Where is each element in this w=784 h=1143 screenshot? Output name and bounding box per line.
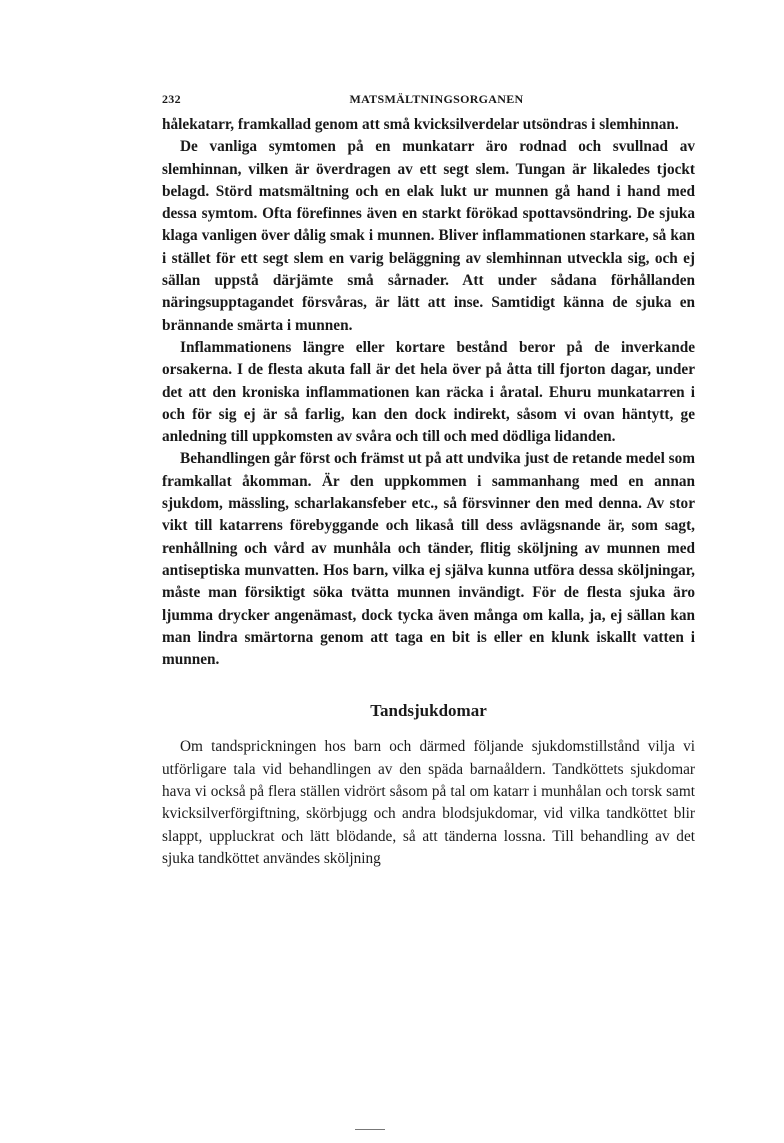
page-number: 232 — [162, 92, 181, 106]
running-head — [162, 92, 695, 114]
paragraph-symptoms: De vanliga symtomen på en munkatarr äro rodnad och svullnad av slemhinnan, vilken är överdragen av ett segt slem. Tungan är likaledes tjockt belagd. Störd matsmältning och en elak lukt ur munnen gå hand i hand med dessa symtom. Ofta förefinnes även en starkt förökad spottavsöndring. De sjuka klaga vanligen över dålig smak i munnen. Bliver inflammationen starkare, så kan i stället för ett segt slem en varig beläggning av slemhinnan utveckla sig, och ej sällan uppstå därjämte små sårnader. Att under sådana förhållanden näringsupptagandet försvåras, är lätt att inse. Samtidigt känna de sjuka en brännande smärta i munnen. — [162, 138, 695, 334]
section-title: Tandsjukdomar — [370, 701, 487, 721]
book-page — [162, 92, 695, 870]
body-text — [162, 114, 695, 671]
paragraph-treatment: Behandlingen går först och främst ut på att undvika just de retande medel som framkallat åkomman. Är den uppkommen i sammanhang med en annan sjukdom, mässling, scharlakansfeber etc., så försvinner den med denna. Av stor vikt till katarrens förebyggande och likaså till dess avlägsnande är, som sagt, renhållning och vård av munhåla och tänder, flitig sköljning av munnen med antiseptiska munvatten. Hos barn, vilka ej själva kunna utföra dessa sköljningar, måste man försiktigt söka tvätta munnen invändigt. För de flesta sjuka äro ljumma drycker angenämast, dock tycka även många om kalla, ja, ej sällan kan man lindra smärtorna genom att taga en bit is eller en klunk iskallt vatten i munnen. — [162, 450, 695, 669]
paragraph-tooth-diseases: Om tandsprickningen hos barn och därmed följande sjukdomstillstånd vilja vi utförligare tala vid behandlingen av den späda barnaåldern. Tandköttets sjukdomar hava vi också på flera ställen vidrört såsom på tal om katarr i munhålan och torsk samt kvicksilverförgiftning, skörbjugg och andra blodsjukdomar, vid vilka tandköttet blir slappt, uppluckrat och lätt blödande, så att tänderna lossna. Till behandling av det sjuka tandköttet användes sköljning — [162, 738, 695, 867]
paragraph-continuation: hålekatarr, framkallad genom att små kvicksilverdelar utsöndras i slemhinnan. — [162, 116, 679, 133]
paragraph-duration: Inflammationens längre eller kortare bestånd beror på de inverkande orsakerna. I de flesta akuta fall är det hela över på åtta till fjorton dagar, under det att den kroniska inflammationen kan räcka i åratal. Ehuru munkatarren i och för sig ej är så farlig, kan den dock indirekt, såsom vi ovan häntytt, ge anledning till uppkomsten av svåra och till och med dödliga lidanden. — [162, 338, 695, 446]
running-title: MATSMÄLTNINGSORGANEN — [349, 92, 524, 106]
footer-rule — [355, 1129, 385, 1130]
section-text — [162, 736, 695, 870]
